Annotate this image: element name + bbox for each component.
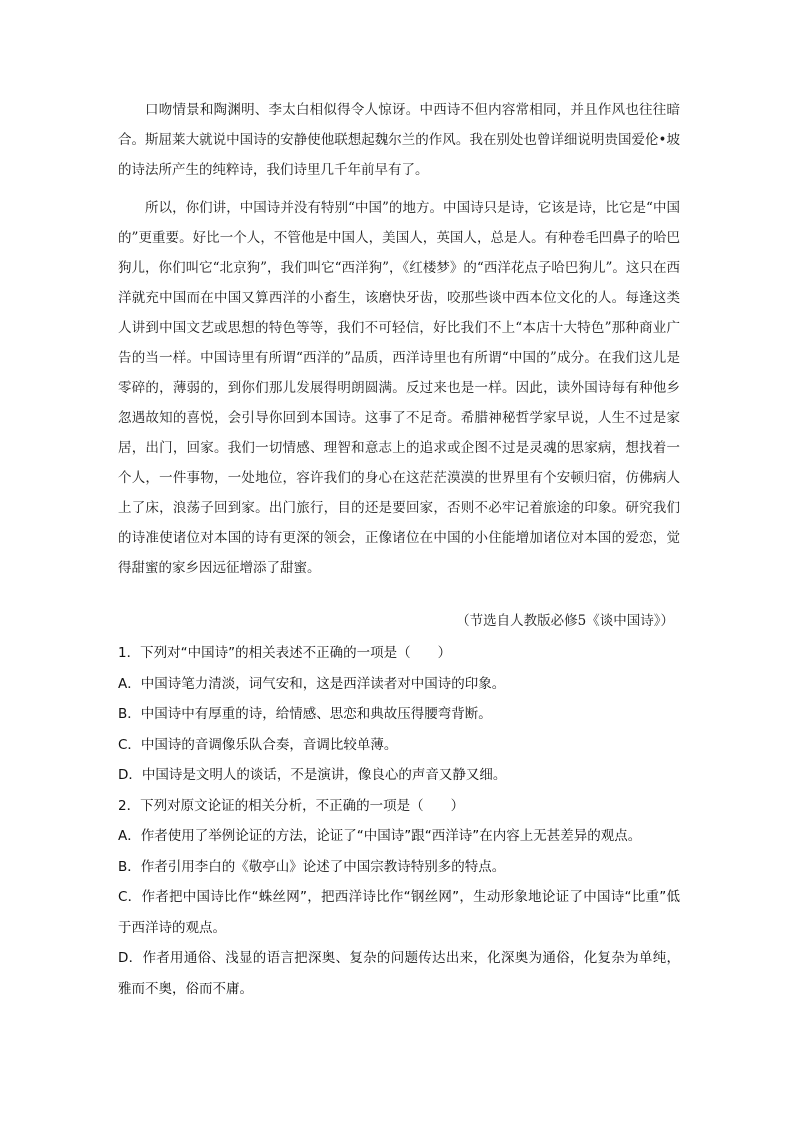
question-1-option-b: B．中国诗中有厚重的诗，给情感、思恋和典故压得腰弯背断。: [118, 706, 492, 722]
question-2-stem: 2．下列对原文论证的相关分析，不正确的一项是（ ）: [118, 797, 465, 814]
passage-excerpt: [118, 95, 680, 583]
passage-paragraph-2: 所以，你们讲，中国诗并没有特别“中国”的地方。中国诗只是诗，它该是诗，比它是“中国的”更重要。好比一个人，不管他是中国人，美国人，英国人，总是人。有种卷毛凹鼻子的哈巴狗儿，你们叫它“北京狗”，我们叫它“西洋狗”，《红楼梦》的“西洋花点子哈巴狗儿”。这只在西洋就充中国而在中国又算西洋的小畜生，该磨快牙齿，咬那些谈中西本位文化的人。每逢这类人讲到中国文艺或思想的特色等等，我们不可轻信，好比我们不上“本店十大特色”那种商业广告的当一样。中国诗里有所谓“西洋的”品质，西洋诗里也有所谓“中国的”成分。在我们这儿是零碎的，薄弱的，到你们那儿发展得明朗圆满。反过来也是一样。因此，读外国诗每有种他乡忽遇故知的喜悦，会引导你回到本国诗。这事了不足奇。希腊神秘哲学家早说，人生不过是家居，出门，回家。我们一切情感、理智和意志上的追求或企图不过是灵魂的思家病，想找着一个人，一件事物，一处地位，容许我们的身心在这茫茫漠漠的世界里有个安顿归宿，仿佛病人上了床，浪荡子回到家。出门旅行，目的还是要回家，否则不必牢记着旅途的印象。研究我们的诗准使诸位对本国的诗有更深的领会，正像诸位在中国的小住能增加诸位对本国的爱恋，觉得甜蜜的家乡因远征增添了甜蜜。: [118, 200, 680, 576]
question-2-option-c: C．作者把中国诗比作“蛛丝网”，把西洋诗比作“钢丝网”，生动形象地论证了中国诗“比重”低于西洋诗的观点。: [118, 889, 680, 936]
question-1-stem: 1．下列对“中国诗”的相关表述不正确的一项是（ ）: [118, 645, 452, 661]
question-section: [118, 638, 680, 1004]
question-1-option-a: A．中国诗笔力清淡，词气安和，这是西洋读者对中国诗的印象。: [118, 675, 506, 692]
question-2-option-b: B．作者引用李白的《敬亭山》论述了中国宗教诗特别多的特点。: [118, 858, 506, 875]
question-2-option-a: A．作者使用了举例论证的方法，论证了“中国诗”跟“西洋诗”在内容上无甚差异的观点。: [118, 828, 642, 844]
question-1-option-d: D．中国诗是文明人的谈话，不是演讲，像良心的声音又静又细。: [118, 767, 507, 783]
passage-source-citation: （节选自人教版必修5《谈中国诗》）: [456, 613, 674, 629]
question-1-option-c: C．中国诗的音调像乐队合奏，音调比较单薄。: [118, 736, 398, 753]
question-2-option-d: D．作者用通俗、浅显的语言把深奥、复杂的问题传达出来，化深奥为通俗，化复杂为单纯，雅而不奥，俗而不庸。: [118, 950, 680, 997]
passage-paragraph-1: 口吻情景和陶渊明、李太白相似得令人惊讶。中西诗不但内容常相同，并且作风也往往暗合。斯屈莱大就说中国诗的安静使他联想起魏尔兰的作风。我在别处也曾详细说明贵国爱伦•坡的诗法所产生的纯粹诗，我们诗里几千年前早有了。: [118, 102, 680, 178]
